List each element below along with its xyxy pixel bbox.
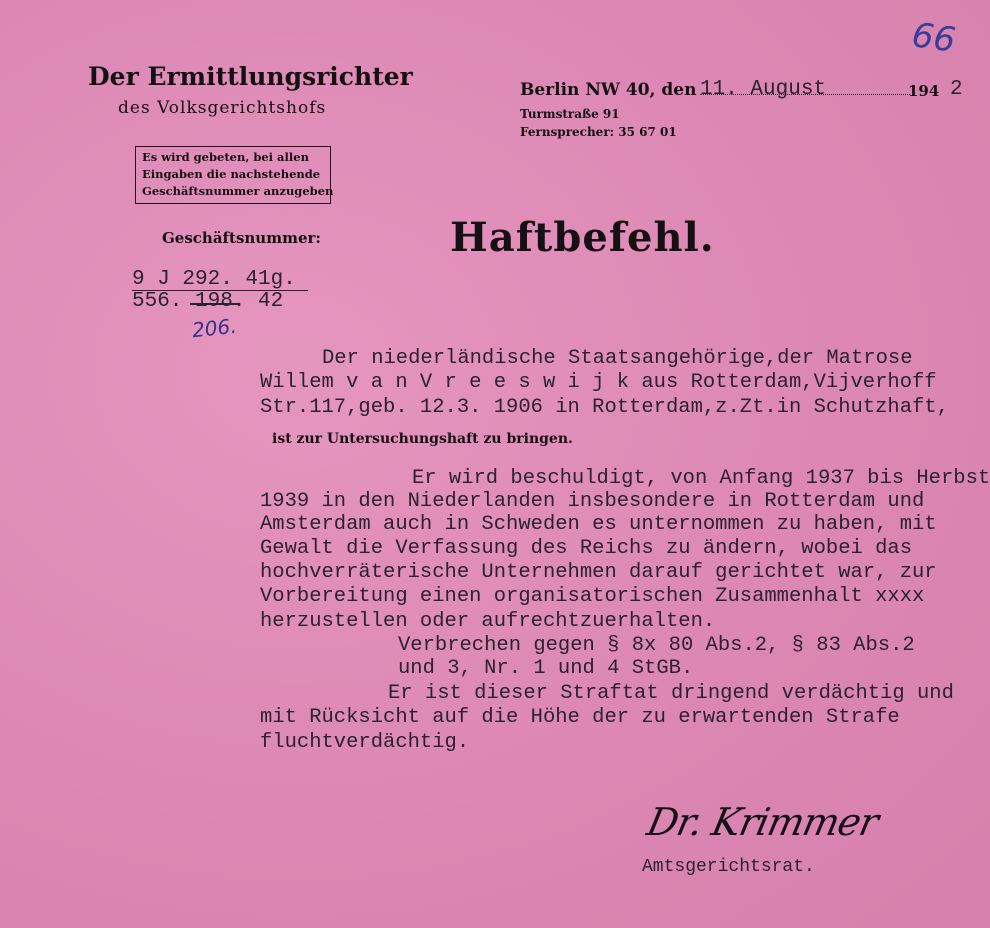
reference-strikethrough [190,303,238,305]
reference-handwritten: 206. [190,313,238,343]
body-line: Verbrechen gegen § 8x 80 Abs.2, § 83 Abs.2 [398,634,915,657]
body-line: Er ist dieser Straftat dringend verdächtig und [388,682,954,705]
body-line: fluchtverdächtig. [260,731,470,754]
document-title: Haftbefehl. [450,214,715,261]
year-prefix: 194 [908,82,940,100]
reference-label: Geschäftsnummer: [162,229,321,247]
date-typed: 11. August [700,78,827,101]
body-line: Der niederländische Staatsangehörige,der Matrose [322,347,913,370]
notice-line: Geschäftsnummer anzugeben [142,184,334,198]
place-prefix: Berlin NW 40, den [520,80,697,100]
body-line: und 3, Nr. 1 und 4 StGB. [398,657,694,680]
reference-notice-box [135,146,334,204]
handwritten-signature: Dr. Krimmer [643,800,882,844]
reference-line-2: 556. 198. 42 [132,290,284,313]
notice-line: Eingaben die nachstehende [142,167,321,181]
court-name: Der Ermittlungsrichter [88,62,413,91]
street-address: Turmstraße 91 [520,107,620,121]
body-line: Willem v a n V r e e s w i j k aus Rotterdam,Vijverhoff [260,371,937,394]
handwritten-page-number: 66 [909,15,958,61]
body-line: Amsterdam auch in Schweden es unternommen zu haben, mit [260,513,937,536]
body-line: hochverräterische Unternehmen darauf gerichtet war, zur [260,561,937,584]
body-line: Str.117,geb. 12.3. 1906 in Rotterdam,z.Zt.in Schutzhaft, [260,396,949,419]
signature-title: Amtsgerichtsrat. [642,857,815,877]
body-line: Vorbereitung einen organisatorischen Zusammenhalt xxxx [260,585,925,608]
body-line: 1939 in den Niederlanden insbesondere in Rotterdam und [260,490,925,513]
reference-line-1: 9 J 292. 41g. [132,268,296,291]
body-line: mit Rücksicht auf die Höhe der zu erwartenden Strafe [260,706,900,729]
printed-custody-clause: ist zur Untersuchungshaft zu bringen. [272,431,573,447]
notice-line: Es wird gebeten, bei allen [142,150,309,164]
year-digit: 2 [950,78,963,101]
body-line: Gewalt die Verfassung des Reichs zu ändern, wobei das [260,537,913,560]
court-subtitle: des Volksgerichtshofs [118,98,327,118]
body-line: Er wird beschuldigt, von Anfang 1937 bis Herbst [412,467,990,490]
body-line: herzustellen oder aufrechtzuerhalten. [260,610,716,633]
phone-number: Fernsprecher: 35 67 01 [520,125,677,139]
